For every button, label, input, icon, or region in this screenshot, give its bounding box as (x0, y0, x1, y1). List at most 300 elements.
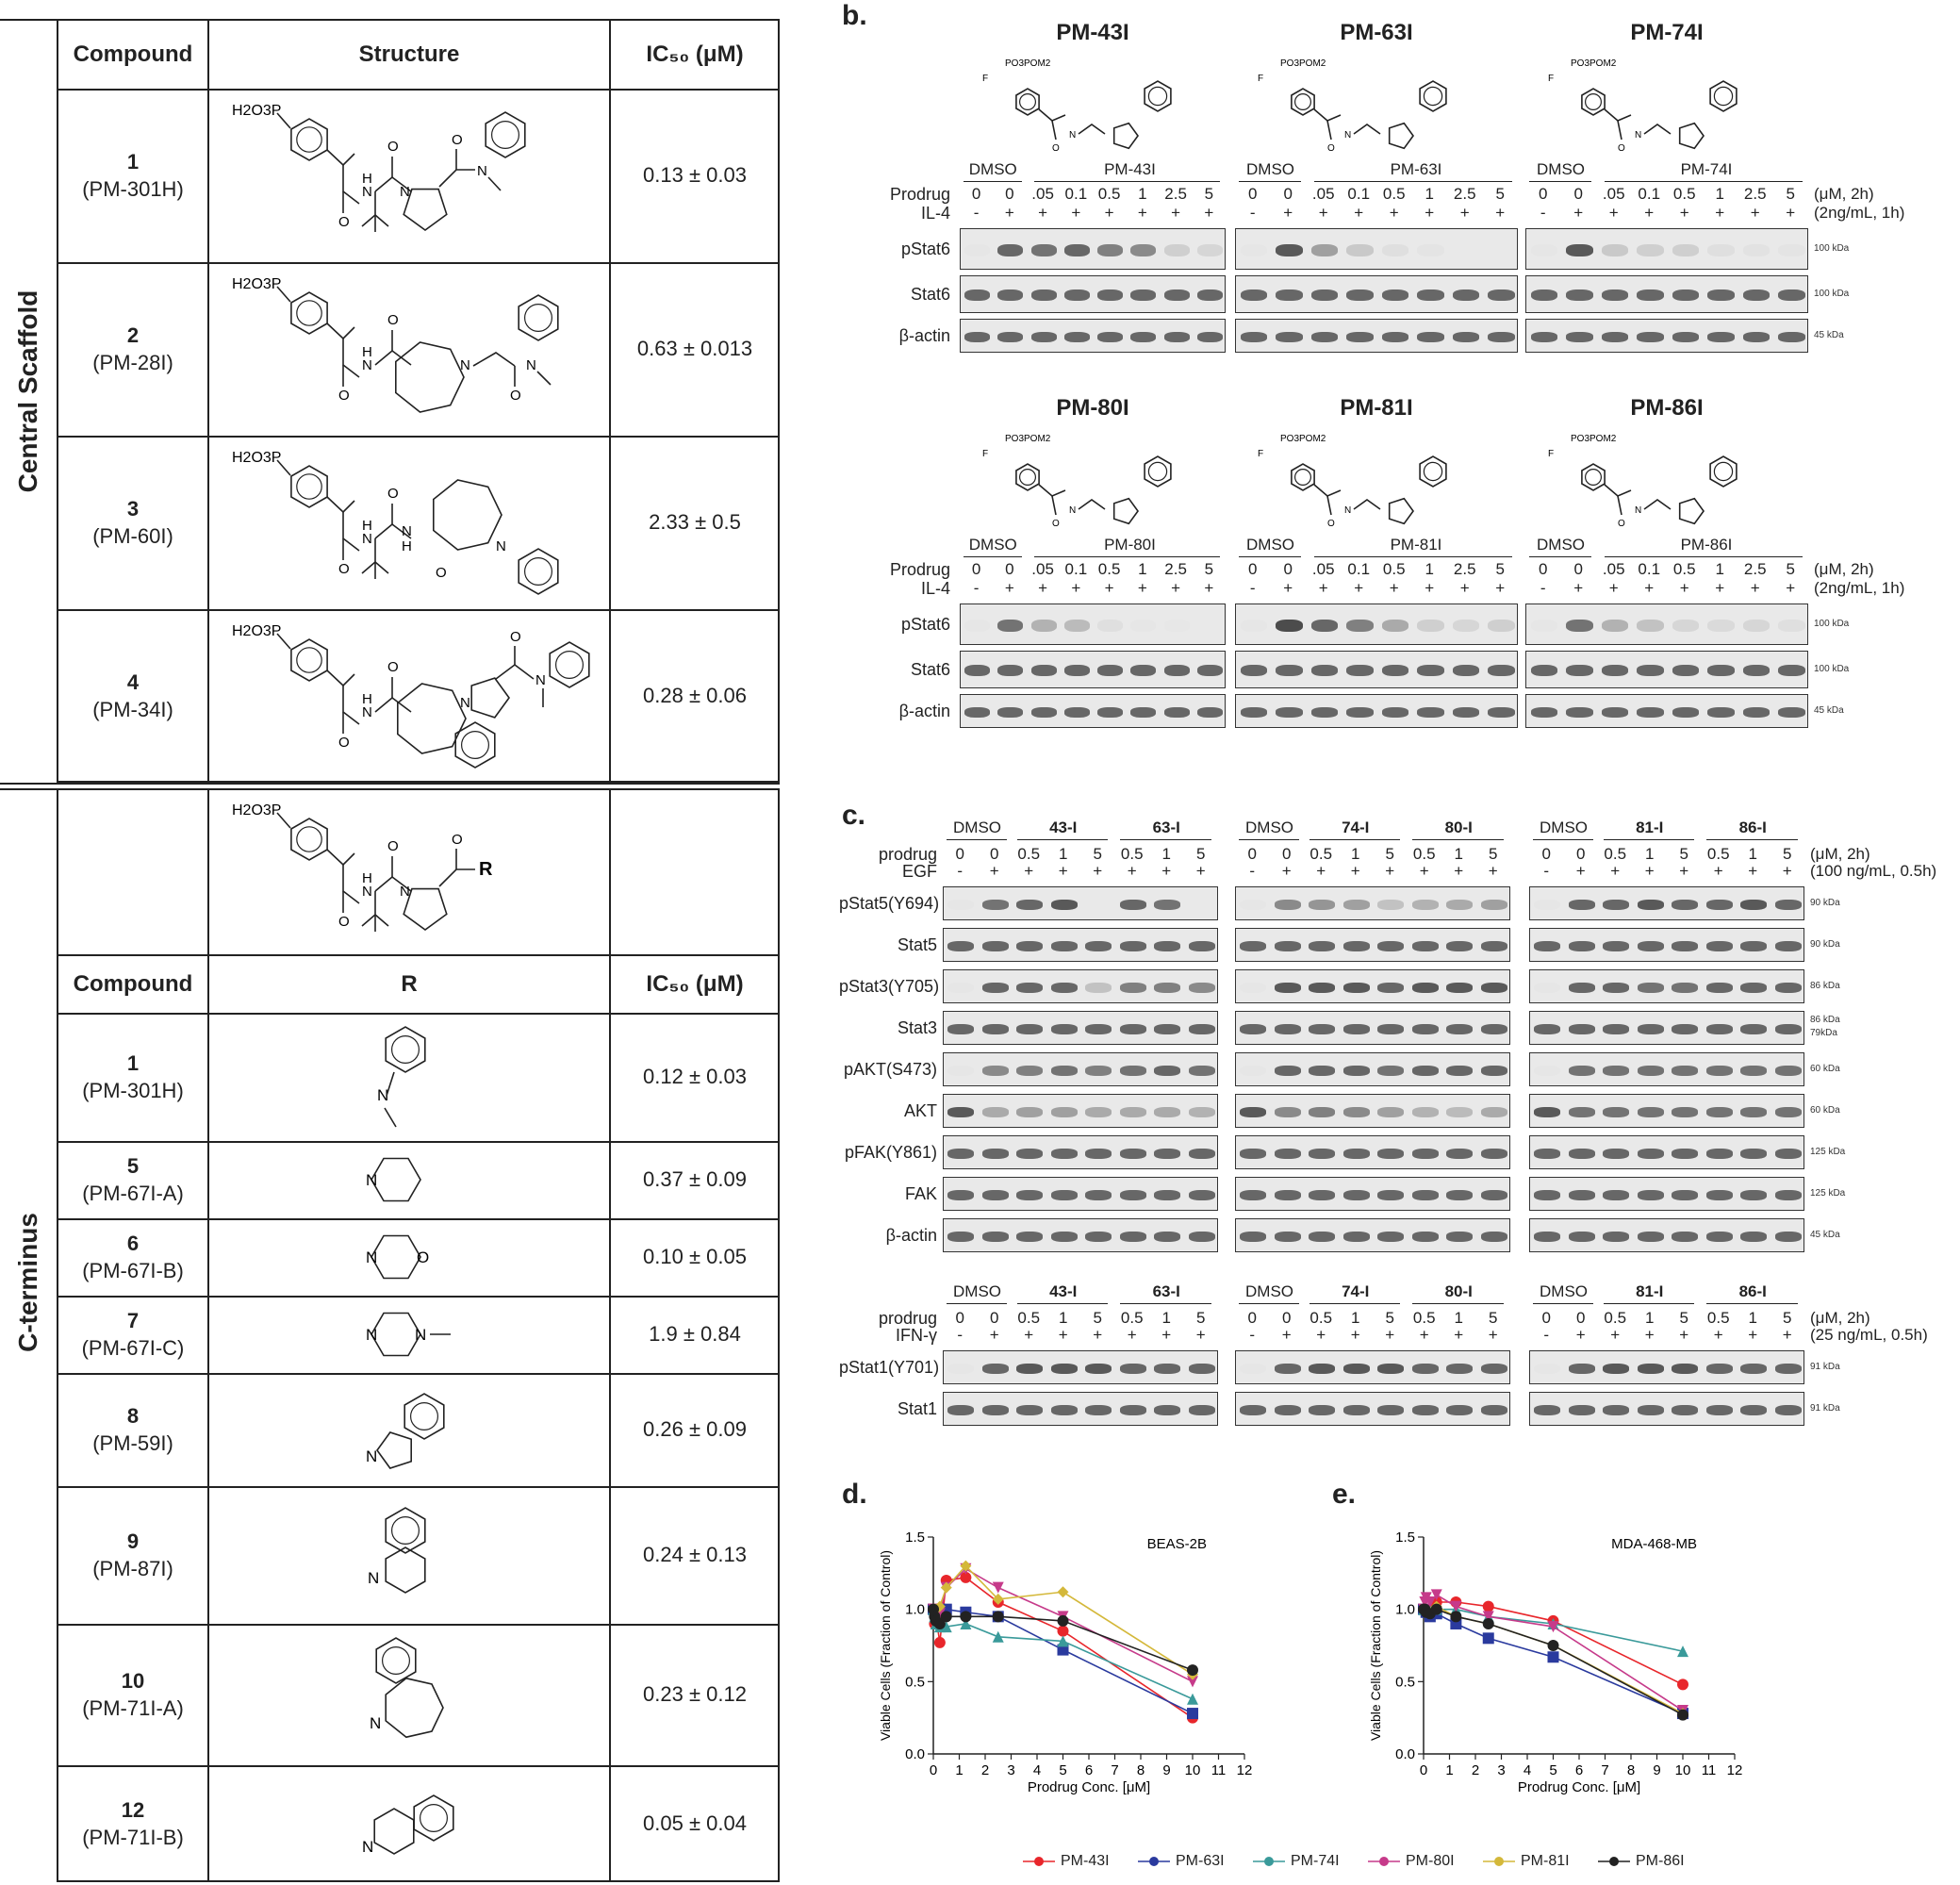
treatment-b-label: 63-I (1152, 818, 1180, 836)
compound-title: PM-80I (1056, 395, 1129, 421)
lane-stim-sign: + (989, 1326, 999, 1344)
band (982, 1405, 1009, 1415)
amide-hydrogen: H (362, 691, 372, 707)
band (1603, 1149, 1629, 1159)
band (1051, 1066, 1078, 1076)
p-bond (277, 460, 290, 475)
amide-link (439, 869, 475, 886)
x-tick-label: 8 (1626, 1762, 1636, 1778)
band (1706, 983, 1733, 993)
vinyl (1605, 109, 1631, 121)
col-header-ic50: IC₅₀ (μM) (646, 971, 744, 997)
nitrogen: N (1635, 505, 1642, 516)
x-tick-label: 4 (1523, 1762, 1532, 1778)
band (1275, 983, 1301, 993)
lane-stim-sign: + (1127, 862, 1137, 880)
band (1569, 1024, 1595, 1034)
ic50-value: 0.24 ± 0.13 (643, 1543, 747, 1566)
band (947, 1149, 974, 1159)
dmso-label: DMSO (968, 536, 1017, 554)
legend-label: PM-86I (1636, 1853, 1685, 1869)
kda-marker: 100 kDa (1814, 243, 1850, 254)
lane-stim-sign: + (1038, 579, 1048, 597)
blot-2-0 (943, 969, 1218, 1003)
lane-concentration: 0.5 (1382, 185, 1406, 203)
blot-7-0 (943, 1177, 1218, 1211)
band (1197, 665, 1223, 676)
phenyl-ring-aromatic (297, 648, 321, 672)
treatment-b-label: 86-I (1738, 818, 1767, 836)
band (1382, 665, 1409, 676)
band (1569, 900, 1595, 910)
blot-4-2 (1529, 1052, 1804, 1086)
o-atom: O (417, 1248, 430, 1266)
lane-stim-sign: + (1283, 204, 1293, 222)
lane-stim-sign: + (1318, 579, 1328, 597)
band (1740, 900, 1767, 910)
legend-label: PM-81I (1521, 1853, 1570, 1869)
band (1412, 1190, 1439, 1200)
band (1672, 289, 1700, 301)
oxygen-3: O (452, 832, 463, 848)
band (1481, 983, 1507, 993)
band (1064, 665, 1090, 676)
section-label-central-scaffold: Central Scaffold (13, 289, 42, 493)
band (1672, 1024, 1698, 1034)
blot-0-1 (1235, 886, 1510, 920)
treatment-b-label: 80-I (1444, 1282, 1473, 1300)
vinyl-methyl (327, 850, 354, 865)
band (1638, 1024, 1664, 1034)
blot-0-2 (1529, 886, 1804, 920)
band (997, 707, 1023, 718)
band (1637, 289, 1664, 301)
band (1453, 332, 1480, 342)
band (1016, 900, 1043, 910)
band (1481, 1107, 1507, 1117)
data-point-PM-86I-7 (1058, 1615, 1069, 1627)
band (1603, 1024, 1629, 1034)
lane-stim-sign: - (973, 579, 980, 597)
lane-concentration: 0.1 (1064, 560, 1088, 578)
band (1740, 1149, 1767, 1159)
band (1412, 941, 1439, 951)
band (1412, 1405, 1439, 1415)
col-divider (609, 788, 611, 956)
legend-marker (1368, 1854, 1400, 1869)
band (1743, 707, 1771, 718)
section-label-c-terminus: C-terminus (13, 1213, 42, 1352)
lane-stim-sign: - (1249, 862, 1256, 880)
band (1775, 900, 1802, 910)
band (1154, 1149, 1180, 1159)
band (997, 620, 1023, 632)
band (1740, 983, 1767, 993)
band (1417, 620, 1444, 632)
col-header-r: R (401, 971, 418, 997)
nitrogen: N (1069, 130, 1077, 141)
kda-marker: 45 kDa (1814, 705, 1844, 716)
lane-concentration: 0 (1282, 845, 1292, 863)
blot-ifn-0-0 (943, 1350, 1218, 1384)
data-point-PM-81I-7 (1058, 1586, 1069, 1597)
band (1241, 707, 1268, 718)
band (1377, 1024, 1404, 1034)
blot-label: Stat1 (897, 1399, 937, 1418)
band (1120, 1149, 1146, 1159)
lane-concentration: 5 (1679, 1309, 1688, 1327)
band (1377, 1232, 1404, 1242)
ic50-value: 0.05 ± 0.04 (643, 1811, 747, 1835)
band (1534, 900, 1560, 910)
blot-6-0 (943, 1135, 1218, 1169)
lane-stim-sign: + (1385, 1326, 1395, 1344)
band (1154, 900, 1180, 910)
lane-stim-sign: - (1249, 204, 1256, 222)
blot-7-1 (1235, 1177, 1510, 1211)
lane-stim-sign: + (1748, 1326, 1758, 1344)
compound-code: (PM-28I) (92, 351, 173, 374)
lane-concentration: 0.5 (1604, 1309, 1627, 1327)
band (1051, 900, 1078, 910)
vinyl (343, 686, 359, 724)
lane-concentration: 5 (1786, 185, 1795, 203)
lane-concentration: .05 (1602, 560, 1625, 578)
x-tick-label: 7 (1601, 1762, 1609, 1778)
lane-concentration: 0.5 (1706, 845, 1730, 863)
band (1154, 983, 1180, 993)
band (1275, 1190, 1301, 1200)
piperidine-ring (386, 1547, 425, 1593)
band (1740, 1107, 1767, 1117)
x-tick-label: 12 (1726, 1762, 1743, 1778)
band (1343, 1066, 1370, 1076)
col-header-compound: Compound (73, 41, 193, 67)
lane-stim-sign: + (1071, 204, 1081, 222)
band (1309, 1149, 1335, 1159)
treatment-b-label: 86-I (1738, 1282, 1767, 1300)
lane-concentration: 0 (1283, 185, 1293, 203)
azepanone (396, 342, 464, 412)
band (1189, 1405, 1215, 1415)
backbone (1079, 124, 1105, 134)
blot-8-1 (1235, 1218, 1510, 1252)
fluorine-label: F (1548, 74, 1555, 84)
band (1097, 289, 1123, 301)
treat-b-underline (1120, 1303, 1211, 1304)
lane-stim-sign: + (1024, 1326, 1034, 1344)
band (982, 1190, 1009, 1200)
amide-nitrogen: N (362, 357, 372, 373)
blot-actin (960, 694, 1226, 728)
band (1240, 983, 1266, 993)
band (1241, 244, 1268, 256)
lane-stim-sign: + (1495, 204, 1506, 222)
ring-n: N (496, 538, 506, 554)
band (1534, 1232, 1560, 1242)
chart-beas-2b (830, 1509, 1320, 1820)
blot-pstat6 (960, 604, 1226, 645)
vinyl (1314, 109, 1341, 121)
band (1120, 983, 1146, 993)
band (1189, 983, 1215, 993)
legend-marker (1598, 1854, 1630, 1869)
band (1743, 665, 1771, 676)
prodrug-group-label: PO3POM2 (1005, 434, 1051, 444)
row-label-stim: EGF (901, 862, 937, 881)
band (1241, 665, 1268, 676)
compound-number: 5 (126, 1154, 140, 1178)
compound-cell (58, 1765, 207, 1882)
anilide-n: N (526, 357, 536, 373)
treatment-label: PM-80I (1104, 536, 1156, 554)
band (1064, 707, 1090, 718)
lane-stim-sign: + (1316, 862, 1326, 880)
lane-stim-sign: - (1540, 579, 1546, 597)
amide-nitrogen: N (362, 884, 372, 900)
band (1189, 1364, 1215, 1374)
legend-item (1368, 1848, 1455, 1875)
lane-concentration: 0 (971, 185, 981, 203)
p-bond (277, 287, 290, 302)
lane-concentration: 5 (1093, 1309, 1102, 1327)
treat-b-underline (1412, 1303, 1503, 1304)
band (1778, 707, 1805, 718)
lane-concentration: 5 (1385, 1309, 1394, 1327)
kda-marker: 45 kDa (1814, 330, 1844, 340)
lane-stim-sign: + (1454, 862, 1464, 880)
kda-marker: 125 kDa (1810, 1147, 1846, 1157)
band (1412, 900, 1439, 910)
blot-2-1 (1235, 969, 1510, 1003)
lane-stim-sign: + (1610, 1326, 1621, 1344)
benzo-ring-aromatic (392, 1517, 420, 1545)
blot-label: pAKT(S473) (843, 1060, 937, 1079)
band (1343, 1107, 1370, 1117)
prodrug-structure (1544, 424, 1761, 537)
lane-stim-sign: - (1249, 1326, 1256, 1344)
carbonyl (1052, 121, 1056, 140)
lane-stim-sign: + (1281, 862, 1292, 880)
dmso-label: DMSO (968, 160, 1017, 178)
treat-a-underline (1017, 1303, 1108, 1304)
phenyl-ring-aromatic (1586, 470, 1602, 486)
kda-marker: 86 kDa (1810, 981, 1840, 991)
band (1740, 1066, 1767, 1076)
band (1706, 941, 1733, 951)
band (1534, 1405, 1560, 1415)
kda-marker: 86 kDa (1810, 1015, 1840, 1025)
lane-concentration: 2.5 (1164, 185, 1187, 203)
amide-nitrogen: N (362, 531, 372, 547)
band (1240, 1364, 1266, 1374)
band (1566, 244, 1593, 256)
dmso-label: DMSO (1245, 1282, 1293, 1300)
nitrogen: N (1344, 505, 1352, 516)
band (1566, 665, 1593, 676)
compound-code: (PM-60I) (92, 524, 173, 548)
anilide-ring-aromatic (492, 122, 519, 149)
band (1275, 1405, 1301, 1415)
band (1775, 983, 1802, 993)
band (1417, 289, 1444, 301)
blot-label-pstat6: pStat6 (900, 240, 950, 258)
band (1276, 620, 1303, 632)
band (1602, 707, 1629, 718)
amide-hydrogen: H (362, 344, 372, 360)
anilide-ring-aromatic (556, 652, 584, 679)
blot-ifn-1-1 (1235, 1392, 1510, 1426)
band (1569, 1232, 1595, 1242)
band (1775, 1405, 1802, 1415)
treatment-a-label: 43-I (1049, 818, 1078, 836)
n-atom: N (377, 1086, 389, 1104)
r-group-drawing (330, 1221, 519, 1293)
lane-concentration: 5 (1204, 560, 1214, 578)
band (1016, 1107, 1043, 1117)
band (1189, 1024, 1215, 1034)
blot-actin (960, 319, 1226, 353)
band (1309, 941, 1335, 951)
blot-label-stat6: Stat6 (910, 285, 950, 304)
band (1154, 1066, 1180, 1076)
lane-stim-sign: + (1573, 204, 1584, 222)
band (1031, 332, 1057, 342)
band (1446, 983, 1473, 993)
blot-label-stat6: Stat6 (910, 660, 950, 679)
dmso-label: DMSO (1540, 1282, 1588, 1300)
piperidine-ring (371, 1159, 420, 1201)
lane-concentration: 0.1 (1347, 185, 1371, 203)
col-divider (207, 19, 209, 783)
blot-1-1 (1235, 928, 1510, 962)
lane-stim-sign: + (1354, 204, 1364, 222)
band (1453, 620, 1480, 632)
phenyl-ring-aromatic (1586, 94, 1602, 110)
band (1085, 1364, 1112, 1374)
x-tick-label: 10 (1184, 1762, 1201, 1778)
band (1309, 1024, 1335, 1034)
lane-concentration: 1 (1161, 1309, 1171, 1327)
band (1164, 620, 1190, 632)
lane-stim-sign: + (1782, 862, 1792, 880)
lane-stim-sign: + (1137, 579, 1147, 597)
lane-concentration: 1 (1645, 845, 1655, 863)
blot-label: pStat1(Y701) (839, 1358, 940, 1377)
lane-stim-sign: + (1385, 862, 1395, 880)
band (1603, 1107, 1629, 1117)
data-point-PM-74I-8 (1187, 1694, 1198, 1705)
band (1638, 1190, 1664, 1200)
band (1417, 665, 1444, 676)
band (1016, 1364, 1043, 1374)
compound-number: 12 (121, 1798, 145, 1822)
dmso-underline (1239, 556, 1301, 557)
phenyl-ring-aromatic (1020, 470, 1036, 486)
pyrrolidine (1680, 124, 1704, 149)
band (1706, 900, 1733, 910)
band (1154, 1364, 1180, 1374)
legend-dot (1264, 1857, 1274, 1866)
lane-concentration: 5 (1495, 560, 1505, 578)
band (1453, 665, 1480, 676)
lane-concentration: 0.5 (1382, 560, 1406, 578)
blot-4-0 (943, 1052, 1218, 1086)
band (1309, 1190, 1335, 1200)
band (1016, 1405, 1043, 1415)
treatment-b-label: 63-I (1152, 1282, 1180, 1300)
band (1343, 1149, 1370, 1159)
band (1566, 332, 1593, 342)
band (1085, 1405, 1112, 1415)
unit-prodrug: (μM, 2h) (1814, 185, 1874, 203)
lane-concentration: 1 (1715, 185, 1724, 203)
band (1481, 1232, 1507, 1242)
compound-number: 1 (126, 1051, 140, 1075)
panel-c-letter: c. (842, 800, 866, 831)
band (1637, 244, 1664, 256)
lane-stim-sign: + (1389, 579, 1399, 597)
legend-label: PM-43I (1061, 1853, 1110, 1869)
band (1130, 332, 1156, 342)
lane-concentration: 1 (1645, 1309, 1655, 1327)
band (1051, 1107, 1078, 1117)
band (1085, 1190, 1112, 1200)
dmso-label: DMSO (1537, 536, 1585, 554)
band (982, 1232, 1009, 1242)
blot-label-pstat6: pStat6 (900, 615, 950, 634)
treatment-label: PM-81I (1390, 536, 1442, 554)
band (1031, 665, 1057, 676)
lane-concentration: 2.5 (1743, 560, 1767, 578)
lane-stim-sign: + (1283, 579, 1293, 597)
lane-concentration: 0.5 (1672, 560, 1696, 578)
benzo-ring-aromatic (420, 1805, 448, 1832)
legend-item (1253, 1848, 1340, 1875)
x-tick-label: 5 (1059, 1762, 1067, 1778)
data-point-PM-80I-6 (993, 1582, 1004, 1594)
band (1412, 983, 1439, 993)
band (1446, 1232, 1473, 1242)
lane-stim-sign: + (1459, 204, 1470, 222)
lane-concentration: .05 (1311, 560, 1335, 578)
lane-stim-sign: + (1750, 204, 1760, 222)
ic50-value: 0.13 ± 0.03 (643, 163, 747, 187)
band (1481, 900, 1507, 910)
blot-5-2 (1529, 1094, 1804, 1128)
band (1707, 620, 1735, 632)
r-group-drawing (330, 1768, 519, 1879)
band (1164, 244, 1190, 256)
row-label-prodrug: prodrug (878, 845, 937, 864)
carbonyl-oxygen: O (338, 214, 350, 230)
x-tick-label: 9 (1653, 1762, 1661, 1778)
oxygen: O (1052, 143, 1060, 154)
carbonyl-oxygen-2: O (387, 659, 399, 675)
band (1343, 983, 1370, 993)
band (1016, 1066, 1043, 1076)
lane-concentration: 5 (1783, 1309, 1792, 1327)
band (1016, 1149, 1043, 1159)
band (1382, 332, 1409, 342)
x-axis-label: Prodrug Conc. [μM] (1517, 1779, 1641, 1795)
band (1534, 1149, 1560, 1159)
band (1343, 1190, 1370, 1200)
band (982, 900, 1009, 910)
x-tick-label: 11 (1701, 1762, 1717, 1778)
carbonyl-oxygen-2: O (387, 312, 399, 328)
band (1412, 1149, 1439, 1159)
